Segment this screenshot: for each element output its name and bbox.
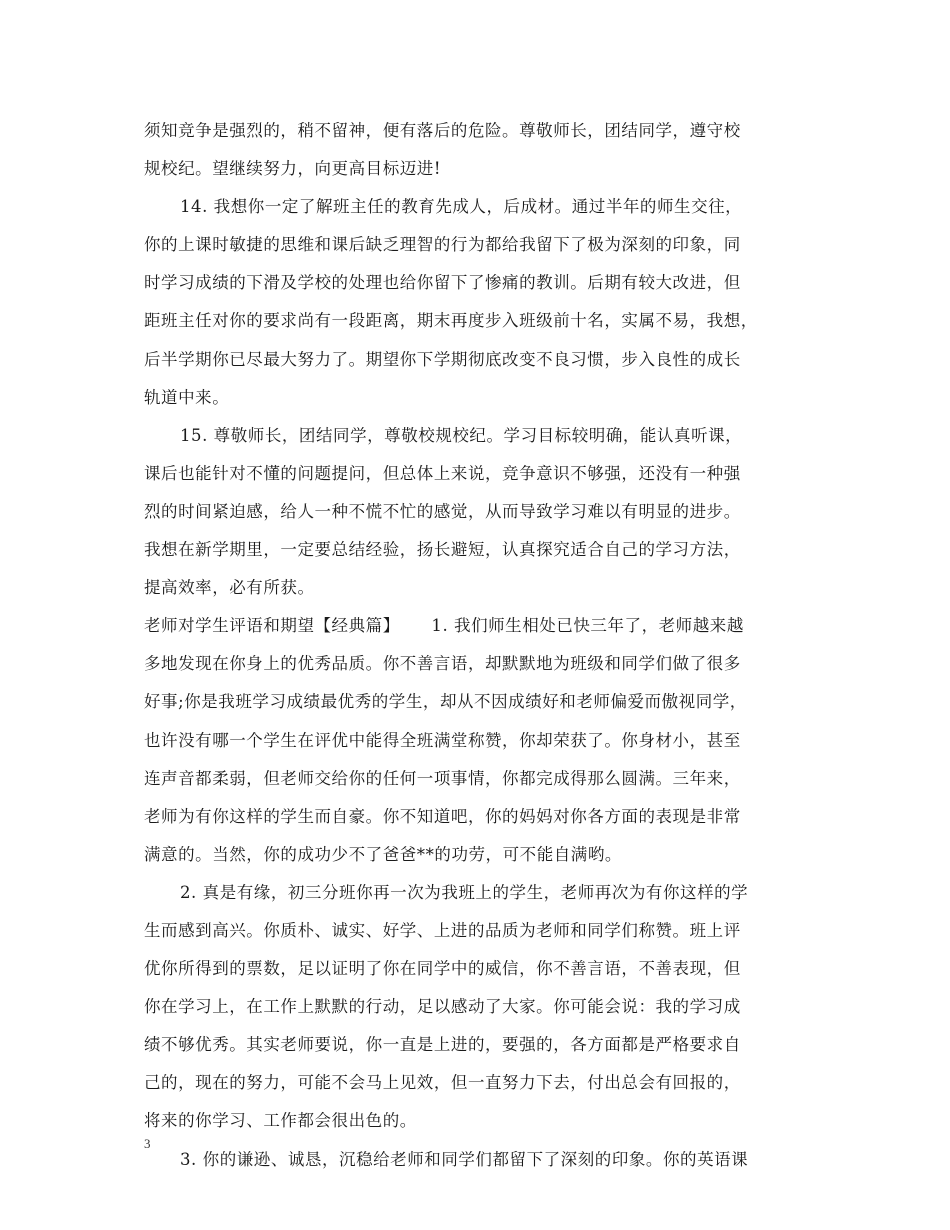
text-line: 课后也能针对不懂的问题提问，但总体上来说，竞争意识不够强，还没有一种强 <box>144 463 741 483</box>
text-line: 你的上课时敏捷的思维和课后缺乏理智的行为都给我留下了极为深刻的印象，同 <box>144 235 741 255</box>
text-line: 2. 真是有缘，初三分班你再一次为我班上的学生，老师再次为有你这样的学 <box>180 882 749 902</box>
text-line: 你在学习上，在工作上默默的行动，足以感动了大家。你可能会说：我的学习成 <box>144 997 741 1017</box>
text-line: 我想在新学期里，一定要总结经验，扬长避短，认真探究适合自己的学习方法， <box>144 540 741 560</box>
text-line: 15. 尊敬师长，团结同学，尊敬校规校纪。学习目标较明确，能认真听课， <box>180 425 743 445</box>
page-number: 3 <box>144 1136 151 1151</box>
text-line: 距班主任对你的要求尚有一段距离，期末再度步入班级前十名，实属不易，我想， <box>144 311 758 331</box>
text-line: 己的，现在的努力，可能不会马上见效，但一直努力下去，付出总会有回报的， <box>144 1073 741 1093</box>
text-line: 绩不够优秀。其实老师要说，你一直是上进的，要强的，各方面都是严格要求自 <box>144 1035 741 1055</box>
body-text <box>144 112 834 1179</box>
text-line: 14. 我想你一定了解班主任的教育先成人，后成材。通过半年的师生交往， <box>180 197 743 217</box>
text-line: 也许没有哪一个学生在评优中能得全班满堂称赞，你却荣获了。你身材小，甚至 <box>144 730 741 750</box>
text-line: 好事;你是我班学习成绩最优秀的学生，却从不因成绩好和老师偏爱而傲视同学， <box>144 692 747 712</box>
text-line: 生而感到高兴。你质朴、诚实、好学、上进的品质为老师和同学们称赞。班上评 <box>144 920 741 940</box>
text-line: 老师对学生评语和期望【经典篇】 1. 我们师生相处已快三年了，老师越来越 <box>144 616 744 636</box>
text-line: 老师为有你这样的学生而自豪。你不知道吧，你的妈妈对你各方面的表现是非常 <box>144 806 741 826</box>
text-line: 优你所得到的票数，足以证明了你在同学中的威信，你不善言语，不善表现，但 <box>144 959 741 979</box>
text-line: 须知竞争是强烈的，稍不留神，便有落后的危险。尊敬师长，团结同学，遵守校 <box>144 121 741 140</box>
text-line: 烈的时间紧迫感，给人一种不慌不忙的感觉，从而导致学习难以有明显的进步。 <box>144 501 741 521</box>
text-line: 满意的。当然，你的成功少不了爸爸**的功劳，可不能自满哟。 <box>144 844 622 864</box>
text-line: 时学习成绩的下滑及学校的处理也给你留下了惨痛的教训。后期有较大改进，但 <box>144 273 741 293</box>
text-line: 3. 你的谦逊、诚恳，沉稳给老师和同学们都留下了深刻的印象。你的英语课 <box>180 1149 749 1169</box>
text-line: 提高效率，必有所获。 <box>144 578 315 598</box>
text-line: 后半学期你已尽最大努力了。期望你下学期彻底改变不良习惯，步入良性的成长 <box>144 349 741 369</box>
text-line: 多地发现在你身上的优秀品质。你不善言语，却默默地为班级和同学们做了很多 <box>144 654 741 674</box>
text-line: 规校纪。望继续努力，向更高目标迈进! <box>144 159 442 179</box>
text-line: 将来的你学习、工作都会很出色的。 <box>144 1111 417 1131</box>
text-line: 连声音都柔弱，但老师交给你的任何一项事情，你都完成得那么圆满。三年来， <box>144 768 741 788</box>
text-line: 轨道中来。 <box>144 387 230 407</box>
